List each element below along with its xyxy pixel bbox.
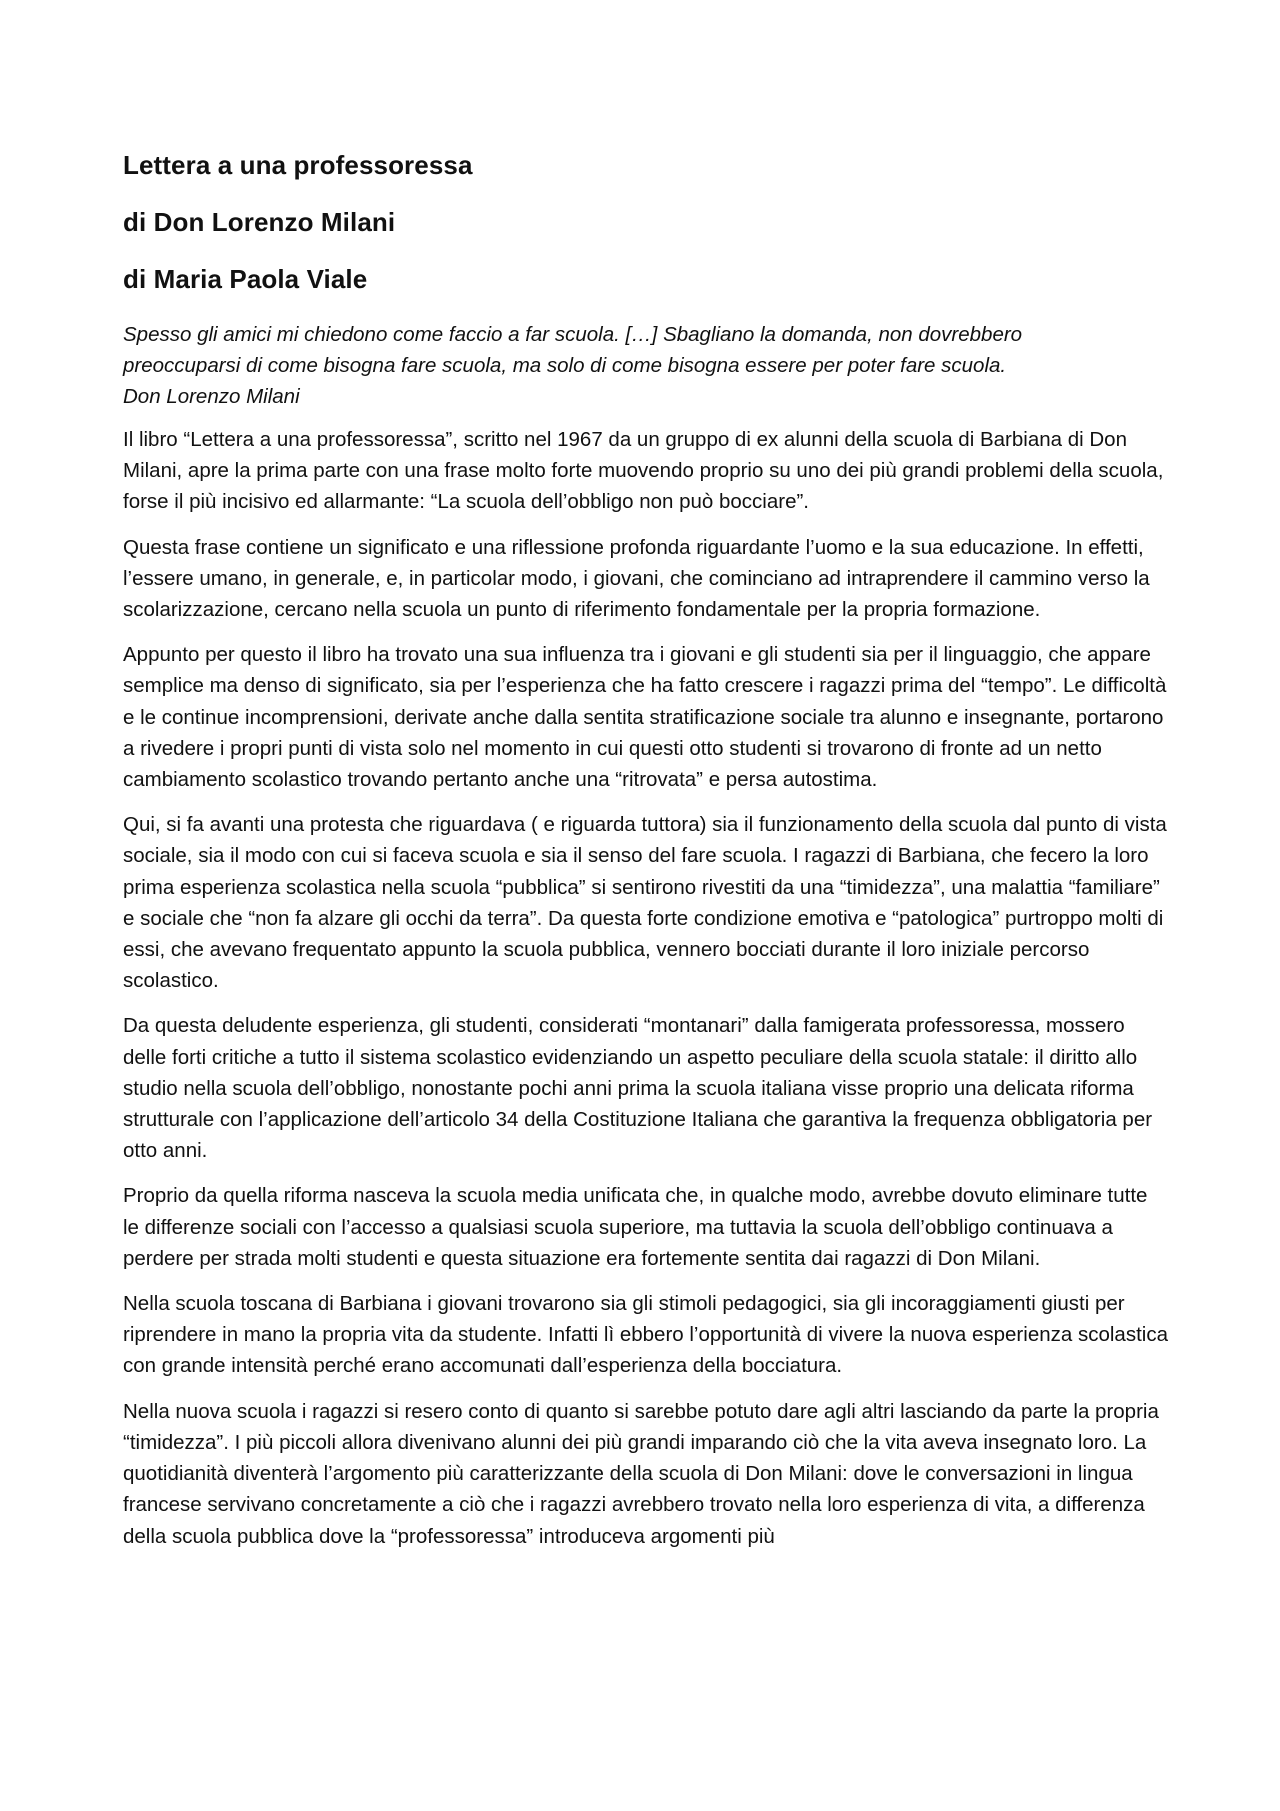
- quote-line: Spesso gli amici mi chiedono come faccio a far scuola. […] Sbagliano la domanda, non dovrebbero: [123, 323, 1023, 346]
- paragraph: Nella scuola toscana di Barbiana i giovani trovarono sia gli stimoli pedagogici, sia gli incoraggiamenti giusti per riprendere in mano la propria vita da studente. Infatti lì ebbero l’opportunità di vivere la nuova esperienza scolastica con grande intensità perché erano accomunati dall’esperienza della bocciatura.: [123, 1292, 1168, 1378]
- document-page: [123, 148, 1168, 1566]
- document-title: Lettera a una professoressa: [123, 150, 473, 180]
- paragraph: Da questa deludente esperienza, gli studenti, considerati “montanari” dalla famigerata professoressa, mossero delle forti critiche a tutto il sistema scolastico evidenziando un aspetto peculiare della scuola statale: il diritto allo studio nella scuola dell’obbligo, nonostante pochi anni prima la scuola italiana visse proprio una delicata riforma strutturale con l’applicazione dell’articolo 34 della Costituzione Italiana che garantiva la frequenza obbligatoria per otto anni.: [123, 1014, 1153, 1163]
- paragraph: Proprio da quella riforma nasceva la scuola media unificata che, in qualche modo, avrebbe dovuto eliminare tutte le differenze sociali con l’accesso a qualsiasi scuola superiore, ma tuttavia la scuola dell’obbligo continuava a perdere per strada molti studenti e questa situazione era fortemente sentita dai ragazzi di Don Milani.: [123, 1184, 1148, 1270]
- paragraph: Questa frase contiene un significato e una riflessione profonda riguardante l’uomo e la sua educazione. In effetti, l’essere umano, in generale, e, in particolar modo, i giovani, che cominciano ad intraprendere il cammino verso la scolarizzazione, cercano nella scuola un punto di riferimento fondamentale per la propria formazione.: [123, 535, 1150, 622]
- quote-line: preoccuparsi di come bisogna fare scuola, ma solo di come bisogna essere per poter fare scuola.: [123, 354, 1007, 377]
- document-author: di Maria Paola Viale: [123, 264, 368, 294]
- paragraph: Appunto per questo il libro ha trovato una sua influenza tra i giovani e gli studenti sia per il linguaggio, che appare semplice ma denso di significato, sia per l’esperienza che ha fatto crescere i ragazzi prima del “tempo”. Le difficoltà e le continue incomprensioni, derivate anche dalla sentita stratificazione sociale tra alunno e insegnante, portarono a rivedere i propri punti di vista solo nel momento in cui questi otto studenti si trovarono di fronte ad un netto cambiamento scolastico trovando pertanto anche una “ritrovata” e persa autostima.: [123, 643, 1167, 792]
- paragraph: Il libro “Lettera a una professoressa”, scritto nel 1967 da un gruppo di ex alunni della scuola di Barbiana di Don Milani, apre la prima parte con una frase molto forte muovendo proprio su uno dei più grandi problemi della scuola, forse il più incisivo ed allarmante: “La scuola dell’obbligo non può bocciare”.: [123, 428, 1164, 514]
- epigraph-quote: [123, 319, 1168, 412]
- document-subtitle: di Don Lorenzo Milani: [123, 207, 396, 237]
- paragraph: Qui, si fa avanti una protesta che riguardava ( e riguarda tuttora) sia il funzionamento della scuola dal punto di vista sociale, sia il modo con cui si faceva scuola e sia il senso del fare scuola. I ragazzi di Barbiana, che fecero la loro prima esperienza scolastica nella scuola “pubblica” si sentirono rivestiti da una “timidezza”, una malattia “familiare” e sociale che “non fa alzare gli occhi da terra”. Da questa forte condizione emotiva e “patologica” purtroppo molti di essi, che avevano frequentato appunto la scuola pubblica, vennero bocciati durante il loro iniziale percorso scolastico.: [123, 813, 1167, 993]
- quote-attribution: Don Lorenzo Milani: [123, 385, 300, 408]
- paragraph: Nella nuova scuola i ragazzi si resero conto di quanto si sarebbe potuto dare agli altri lasciando da parte la propria “timidezza”. I più piccoli allora divenivano alunni dei più grandi imparando ciò che la vita aveva insegnato loro. La quotidianità diventerà l’argomento più caratterizzante della scuola di Don Milani: dove le conversazioni in lingua francese servivano concretamente a ciò che i ragazzi avrebbero trovato nella loro esperienza di vita, a differenza della scuola pubblica dove la “professoressa” introduceva argomenti più: [123, 1399, 1159, 1548]
